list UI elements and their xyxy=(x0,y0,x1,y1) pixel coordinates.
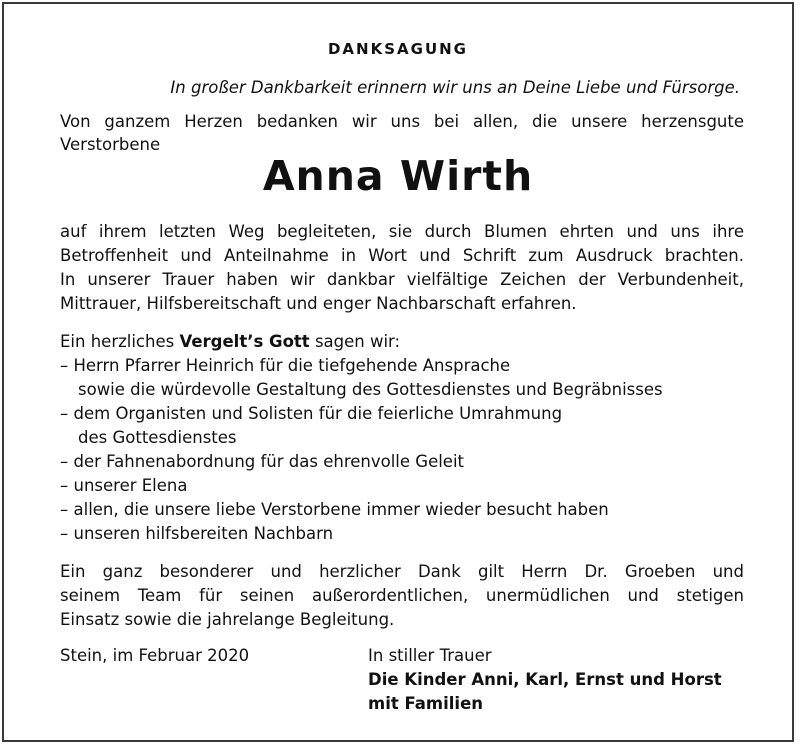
body-line-3: In unserer Trauer haben wir dankbar vielfältige Zeichen der Verbundenheit, xyxy=(60,270,744,289)
motto: In großer Dankbarkeit erinnern wir uns an Deine Liebe und Fürsorge. xyxy=(170,78,740,97)
intro-line-1: Von ganzem Herzen bedanken wir uns bei allen, die unsere herzensgute xyxy=(60,112,744,131)
thanks-item: – dem Organisten und Solisten für die feierliche Umrahmung xyxy=(60,404,563,423)
thanks-item: – der Fahnenabordnung für das ehrenvolle Geleit xyxy=(60,452,465,471)
special-line-1: Ein ganz besonderer und herzlicher Dank gilt Herrn Dr. Groeben und xyxy=(60,562,744,581)
body-line-2: Betroffenheit und Anteilnahme in Wort und Schrift zum Ausdruck brachten. xyxy=(60,246,744,265)
thanks-prefix: Ein herzliches xyxy=(60,332,180,351)
thanks-item: – unserer Elena xyxy=(60,476,188,495)
thanks-item: des Gottesdienstes xyxy=(78,428,237,447)
notice-heading: DANKSAGUNG xyxy=(327,40,468,58)
special-line-3: Einsatz sowie die jahrelange Begleitung. xyxy=(60,610,395,629)
thanks-intro xyxy=(60,332,400,351)
body-line-1: auf ihrem letzten Weg begleiteten, sie durch Blumen ehrten und uns ihre xyxy=(60,222,744,241)
thanks-item: – Herrn Pfarrer Heinrich für die tiefgehende Ansprache xyxy=(60,356,511,375)
family-line-2: mit Familien xyxy=(368,694,484,713)
thanks-item: – unseren hilfsbereiten Nachbarn xyxy=(60,524,334,543)
special-line-2: seinem Team für seinen außerordentlichen, unermüdlichen und stetigen xyxy=(60,586,744,605)
mourning-text: In stiller Trauer xyxy=(368,646,492,665)
obituary-notice xyxy=(2,2,794,742)
thanks-item: sowie die würdevolle Gestaltung des Gottesdienstes und Begräbnisses xyxy=(78,380,663,399)
thanks-bold: Vergelt’s Gott xyxy=(179,332,310,351)
place-date: Stein, im Februar 2020 xyxy=(60,646,250,665)
family-line-1: Die Kinder Anni, Karl, Ernst und Horst xyxy=(368,670,722,689)
thanks-item: – allen, die unsere liebe Verstorbene immer wieder besucht haben xyxy=(60,500,609,519)
intro-line-2: Verstorbene xyxy=(60,135,161,154)
thanks-suffix: sagen wir: xyxy=(309,332,401,351)
body-line-4: Mittrauer, Hilfsbereitschaft und enger Nachbarschaft erfahren. xyxy=(60,294,577,313)
deceased-name: Anna Wirth xyxy=(262,152,534,200)
